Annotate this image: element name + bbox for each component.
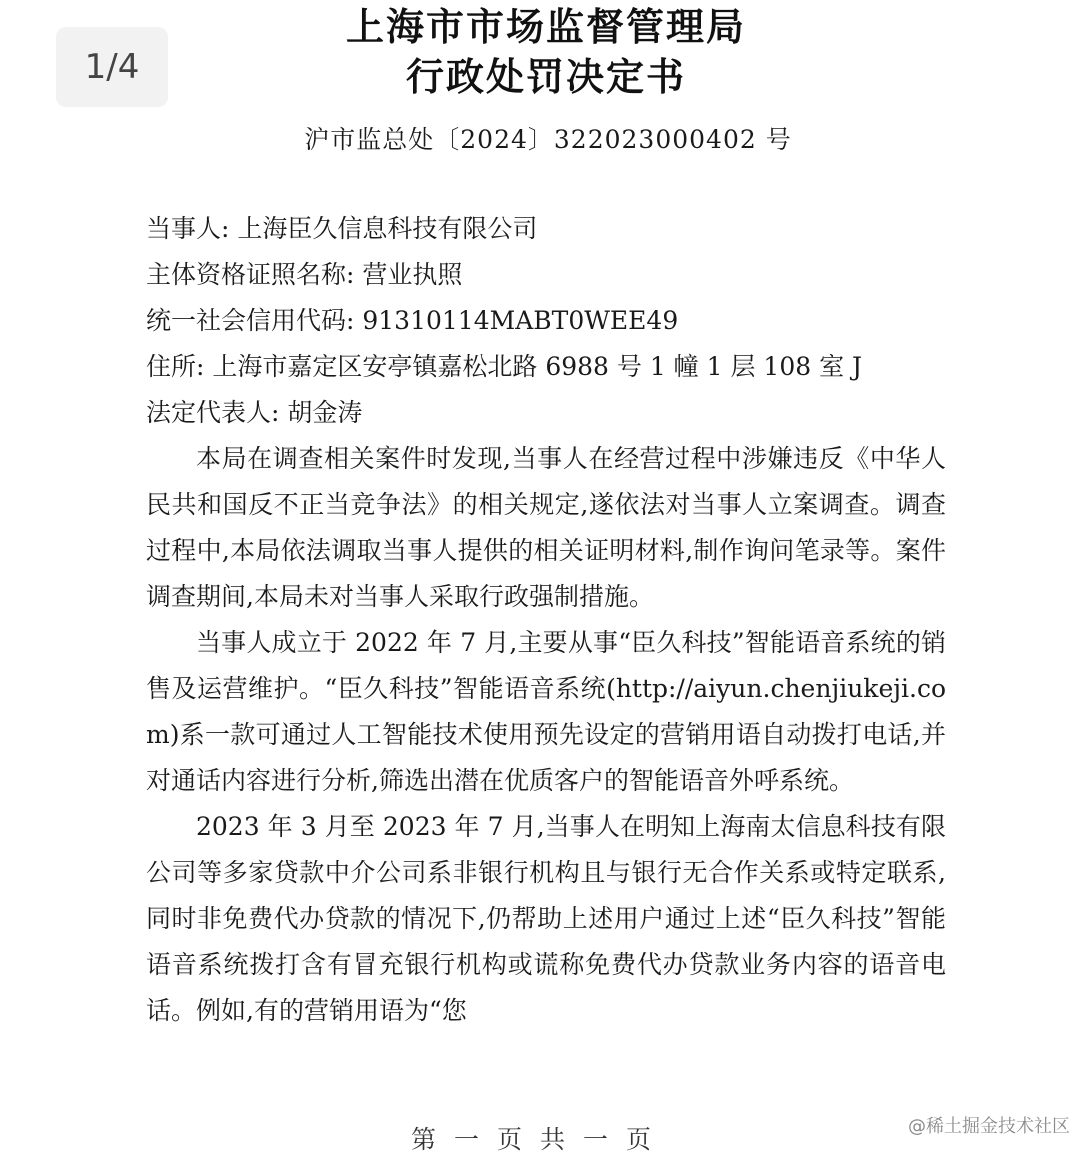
page-footer: 第一页共一页 [410, 1125, 669, 1154]
watermark: @稀土掘金技术社区 [908, 1116, 1070, 1137]
credit-code-line: 统一社会信用代码: 91310114MABT0WEE49 [146, 306, 679, 335]
document-title [0, 2, 1080, 102]
title-line-doc-type: 行政处罚决定书 [405, 55, 686, 99]
license-name-line: 主体资格证照名称: 营业执照 [146, 260, 463, 289]
paragraph-company-background: 当事人成立于 2022 年 7 月,主要从事“臣久科技”智能语音系统的销售及运营维护。“臣久科技”智能语音系统(http://aiyun.chenjiukeji.com)系一款可通过人工智能技术使用预先设定的营销用语自动拨打电话,并对通话内容进行分析,筛选出潜在优质客户的智能语音外呼系统。 [146, 628, 946, 795]
paragraph-violation-facts: 2023 年 3 月至 2023 年 7 月,当事人在明知上海南太信息科技有限公司等多家贷款中介公司系非银行机构且与银行无合作关系或特定联系,同时非免费代办贷款的情况下,仍帮助上述用户通过上述“臣久科技”智能语音系统拨打含有冒充银行机构或谎称免费代办贷款业务内容的语音电话。例如,有的营销用语为“您 [146, 812, 946, 1025]
paragraph-investigation: 本局在调查相关案件时发现,当事人在经营过程中涉嫌违反《中华人民共和国反不正当竞争法》的相关规定,遂依法对当事人立案调查。调查过程中,本局依法调取当事人提供的相关证明材料,制作询问笔录等。案件调查期间,本局未对当事人采取行政强制措施。 [146, 444, 946, 611]
page-indicator: 1/4 [56, 27, 168, 107]
document-body [146, 206, 946, 1034]
party-name-line: 当事人: 上海臣久信息科技有限公司 [146, 214, 538, 243]
title-line-agency: 上海市市场监督管理局 [345, 5, 746, 49]
document-number: 沪市监总处〔2024〕322023000402 号 [304, 125, 792, 154]
address-line: 住所: 上海市嘉定区安亭镇嘉松北路 6988 号 1 幢 1 层 108 室 J [146, 352, 863, 381]
legal-representative-line: 法定代表人: 胡金涛 [146, 398, 363, 427]
